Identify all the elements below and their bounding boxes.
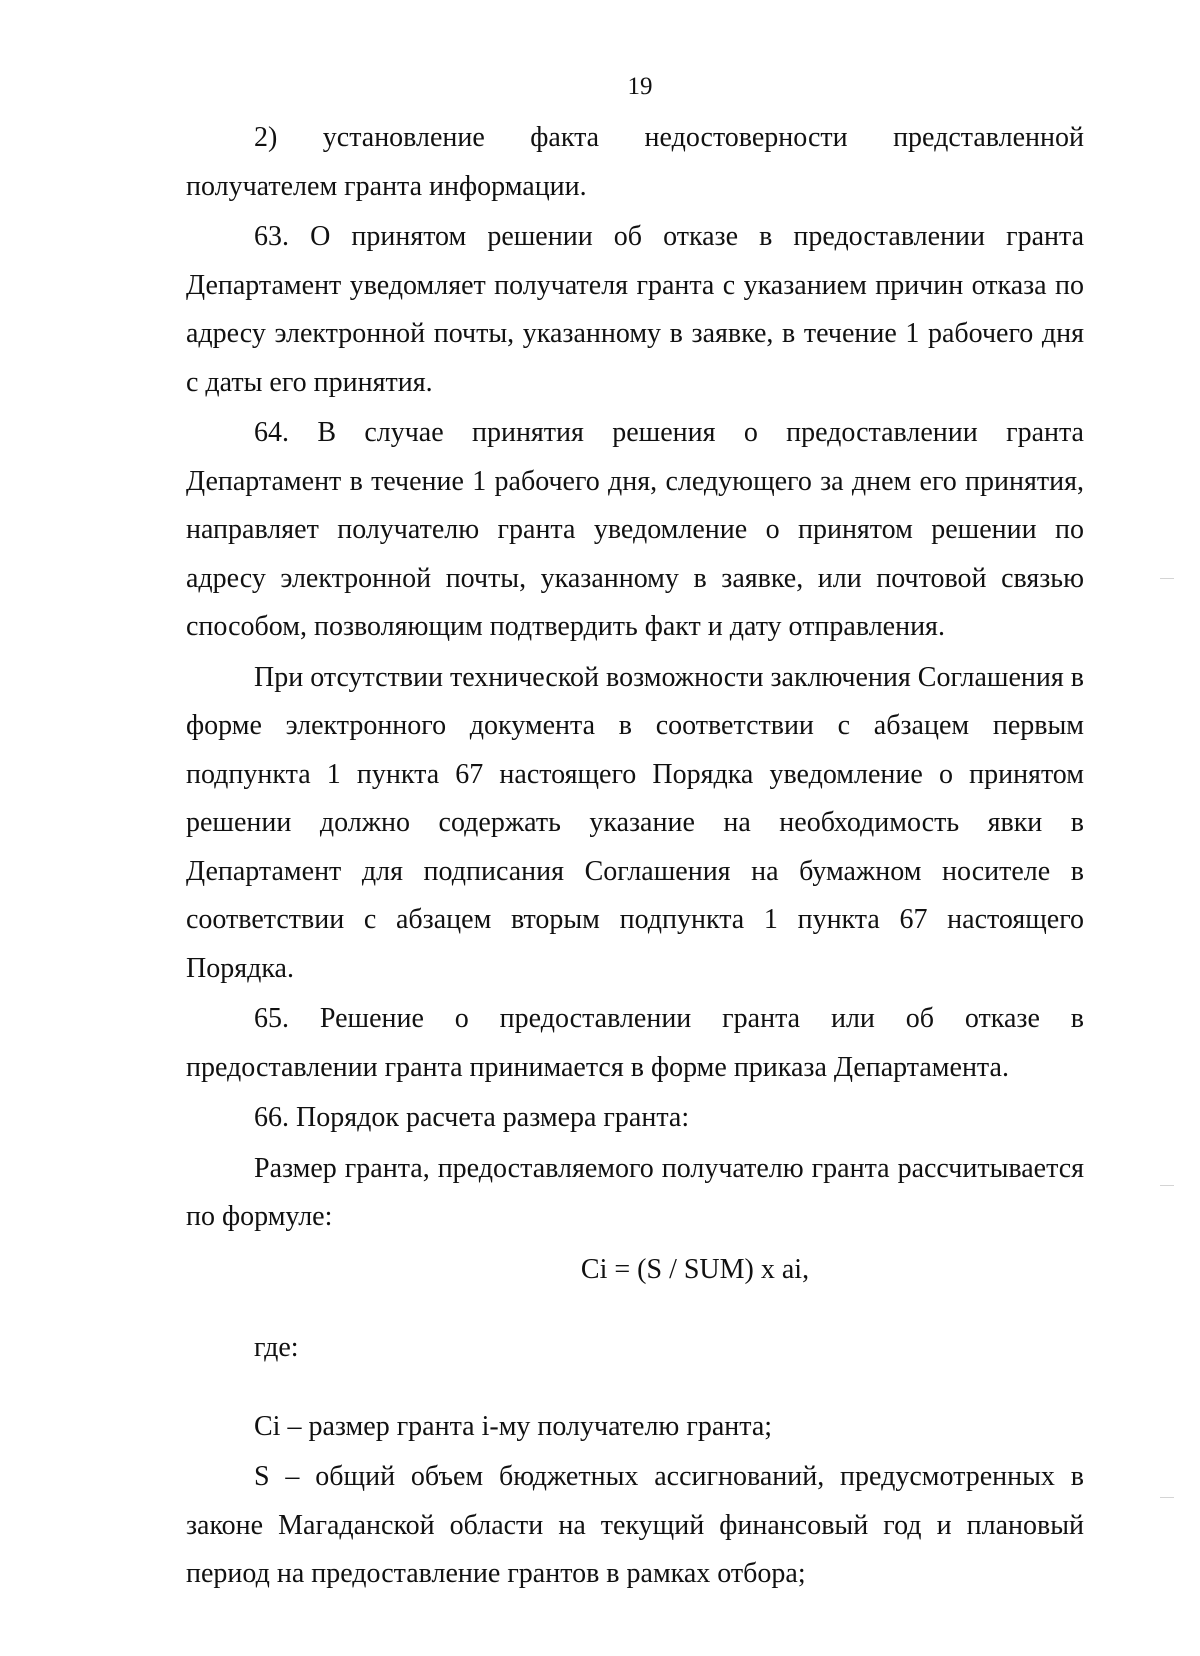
paragraph-64-continuation: При отсутствии технической возможности заключения Соглашения в форме электронного документа в соответствии с абзацем первым подпункта 1 пункта 67 настоящего Порядка уведомление о принятом решении должно содержать указание на необходимость явки в Департамент для подписания Соглашения на бумажном носителе в соответствии с абзацем вторым подпункта 1 пункта 67 настоящего Порядка. — [186, 661, 1084, 984]
grant-formula: Ci = (S / SUM) x ai, — [580, 1253, 810, 1285]
paragraph-65: 65. Решение о предоставлении гранта или об отказе в предоставлении гранта принимается в форме приказа Департамента. — [186, 1003, 1084, 1083]
scan-artifact-mark — [1160, 578, 1174, 579]
page-number: 19 — [627, 73, 653, 100]
scan-artifact-mark — [1160, 1497, 1174, 1498]
document-body — [186, 114, 1084, 1599]
paragraph-66: 66. Порядок расчета размера гранта: — [254, 1102, 690, 1133]
formula-ci-definition: Ci – размер гранта i-му получателю гранта; — [254, 1410, 773, 1442]
scan-artifact-mark — [1160, 1185, 1174, 1186]
formula-s-definition: S – общий объем бюджетных ассигнований, предусмотренных в законе Магаданской области на текущий финансовый год и плановый период на предоставление грантов в рамках отбора; — [186, 1461, 1084, 1589]
paragraph-66-formula-intro: Размер гранта, предоставляемого получателю гранта рассчитывается по формуле: — [186, 1152, 1084, 1232]
paragraph-64: 64. В случае принятия решения о предоставлении гранта Департамент в течение 1 рабочего дня, следующего за днем его принятия, направляет получателю гранта уведомление о принятом решении по адресу электронной почты, указанному в заявке, или почтовой связью способом, позволяющим подтвердить факт и дату отправления. — [186, 417, 1084, 642]
paragraph-63: 63. О принятом решении об отказе в предоставлении гранта Департамент уведомляет получателя гранта с указанием причин отказа по адресу электронной почты, указанному в заявке, в течение 1 рабочего дня с даты его принятия. — [186, 221, 1084, 398]
formula-where-label: где: — [254, 1332, 299, 1363]
paragraph-item-2: 2) установление факта недостоверности представленной получателем гранта информации. — [186, 122, 1084, 202]
